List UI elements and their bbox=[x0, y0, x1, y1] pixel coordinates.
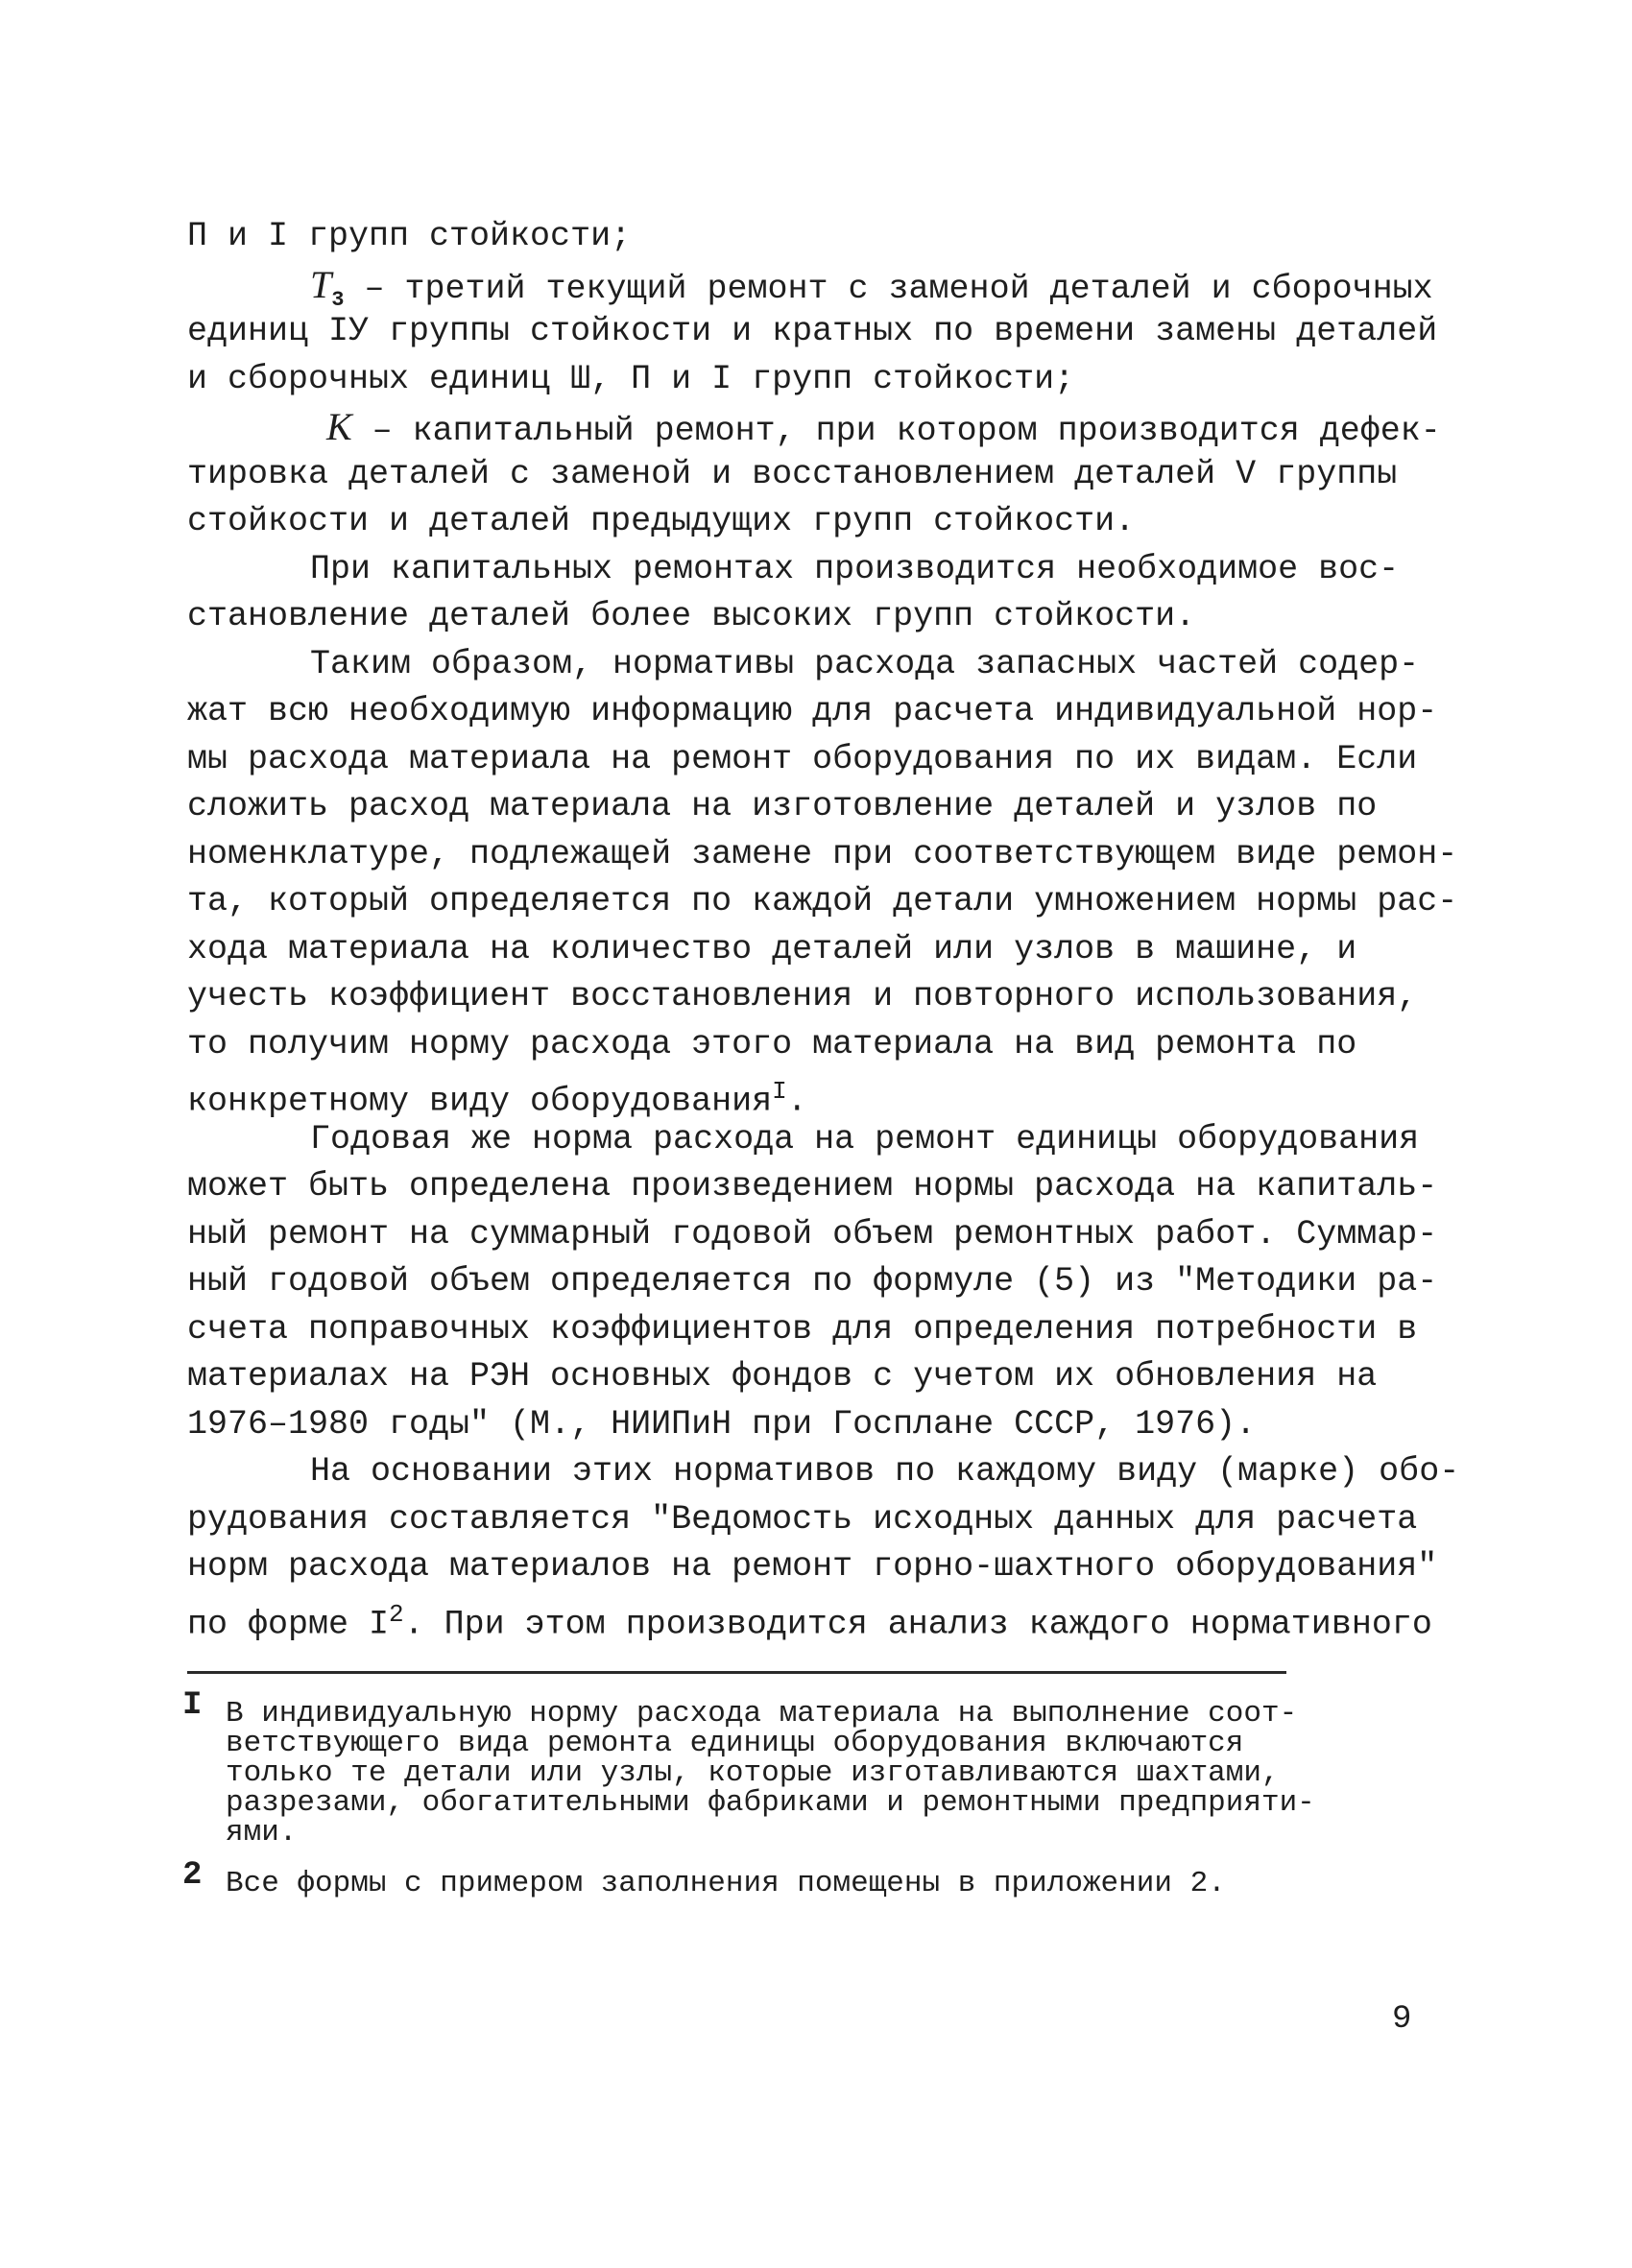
t3-symbol: Т bbox=[310, 262, 332, 306]
text-line-with-footnote-ref bbox=[187, 1068, 1474, 1121]
t3-subscript: 3 bbox=[331, 287, 345, 312]
paragraph-start: При капитальных ремонтах производится необходимое вос- bbox=[310, 549, 1400, 588]
footnote-line: Все формы с примером заполнения помещены в приложении 2. bbox=[226, 1867, 1226, 1900]
text-segment: . При этом производится анализ каждого нормативного bbox=[403, 1605, 1432, 1644]
text-line: сложить расход материала на изготовление деталей и узлов по bbox=[187, 787, 1378, 825]
footnote-line: ветствующего вида ремонта единицы оборудования включаются bbox=[226, 1727, 1244, 1760]
paragraph-start: Таким образом, нормативы расхода запасных частей содер- bbox=[310, 644, 1420, 683]
text-line: та, который определяется по каждой детали умножением нормы рас- bbox=[187, 882, 1458, 920]
footnote-divider bbox=[187, 1671, 1286, 1674]
text-line: счета поправочных коэффициентов для определения потребности в bbox=[187, 1309, 1418, 1349]
text-line: ный ремонт на суммарный годовой объем ремонтных работ. Суммар- bbox=[187, 1214, 1438, 1253]
text-line: рудования составляется "Ведомость исходных данных для расчета bbox=[187, 1499, 1418, 1539]
body-text bbox=[187, 213, 1474, 1644]
text-line-k bbox=[187, 403, 1474, 451]
footnote-1-mark: I bbox=[182, 1687, 203, 1724]
footnote-ref-2: 2 bbox=[389, 1599, 404, 1629]
footnote-2-mark: 2 bbox=[182, 1857, 203, 1894]
text-line: то получим норму расхода этого материала на вид ремонта по bbox=[187, 1024, 1357, 1063]
page-number: 9 bbox=[1392, 2001, 1412, 2038]
k-definition: – капитальный ремонт, при котором производится дефек- bbox=[351, 412, 1441, 450]
text-line: и сборочных единиц Ш, П и I групп стойкости; bbox=[187, 359, 1075, 398]
footnote-line: ями. bbox=[226, 1816, 298, 1850]
text-line: может быть определена произведением нормы расхода на капиталь- bbox=[187, 1167, 1438, 1206]
footnote-2 bbox=[182, 1857, 1478, 1900]
paragraph-start: На основании этих нормативов по каждому виду (марке) обо- bbox=[310, 1452, 1460, 1491]
text-line: норм расхода материалов на ремонт горно-шахтного оборудования" bbox=[187, 1547, 1438, 1586]
footnote-1 bbox=[182, 1687, 1478, 1850]
text-line-t3 bbox=[187, 261, 1474, 312]
text-line-with-footnote-ref bbox=[187, 1591, 1474, 1644]
footnote-line: только те детали или узлы, которые изготавливаются шахтами, bbox=[226, 1756, 1280, 1790]
text-segment: конкретному виду оборудования bbox=[187, 1082, 773, 1121]
footnote-ref-1: I bbox=[772, 1077, 787, 1106]
text-line: хода материала на количество деталей или узлов в машине, и bbox=[187, 929, 1357, 968]
footnotes bbox=[182, 1687, 1478, 1920]
footnote-line: В индивидуальную норму расхода материала на выполнение соот- bbox=[226, 1697, 1298, 1731]
text-line: материалах на РЭН основных фондов с учетом их обновления на bbox=[187, 1357, 1378, 1396]
text-line: 1976–1980 годы" (М., НИИПиН при Госплане СССР, 1976). bbox=[187, 1404, 1257, 1444]
k-symbol: К bbox=[326, 405, 352, 448]
text-line: становление деталей более высоких групп стойкости. bbox=[187, 597, 1196, 635]
footnote-line: разрезами, обогатительными фабриками и ремонтными предприяти- bbox=[226, 1786, 1315, 1820]
text-line: П и I групп стойкости; bbox=[187, 217, 632, 255]
text-line: единиц IУ группы стойкости и кратных по времени замены деталей bbox=[187, 312, 1438, 350]
text-segment: . bbox=[786, 1082, 807, 1121]
text-line: учесть коэффициент восстановления и повторного использования, bbox=[187, 977, 1418, 1015]
text-line: тировка деталей с заменой и восстановлением деталей V группы bbox=[187, 454, 1398, 493]
text-line: стойкости и деталей предыдущих групп стойкости. bbox=[187, 502, 1136, 540]
paragraph-start: Годовая же норма расхода на ремонт единицы оборудования bbox=[310, 1119, 1420, 1158]
text-line: ный годовой объем определяется по формуле (5) из "Методики ра- bbox=[187, 1262, 1438, 1301]
text-line: номенклатуре, подлежащей замене при соответствующем виде ремон- bbox=[187, 834, 1458, 873]
text-line: жат всю необходимую информацию для расчета индивидуальной нор- bbox=[187, 692, 1438, 730]
t3-definition: – третий текущий ремонт с заменой деталей и сборочных bbox=[344, 269, 1433, 308]
text-line: мы расхода материала на ремонт оборудования по их видам. Если bbox=[187, 739, 1418, 778]
text-segment: по форме I bbox=[187, 1605, 390, 1644]
